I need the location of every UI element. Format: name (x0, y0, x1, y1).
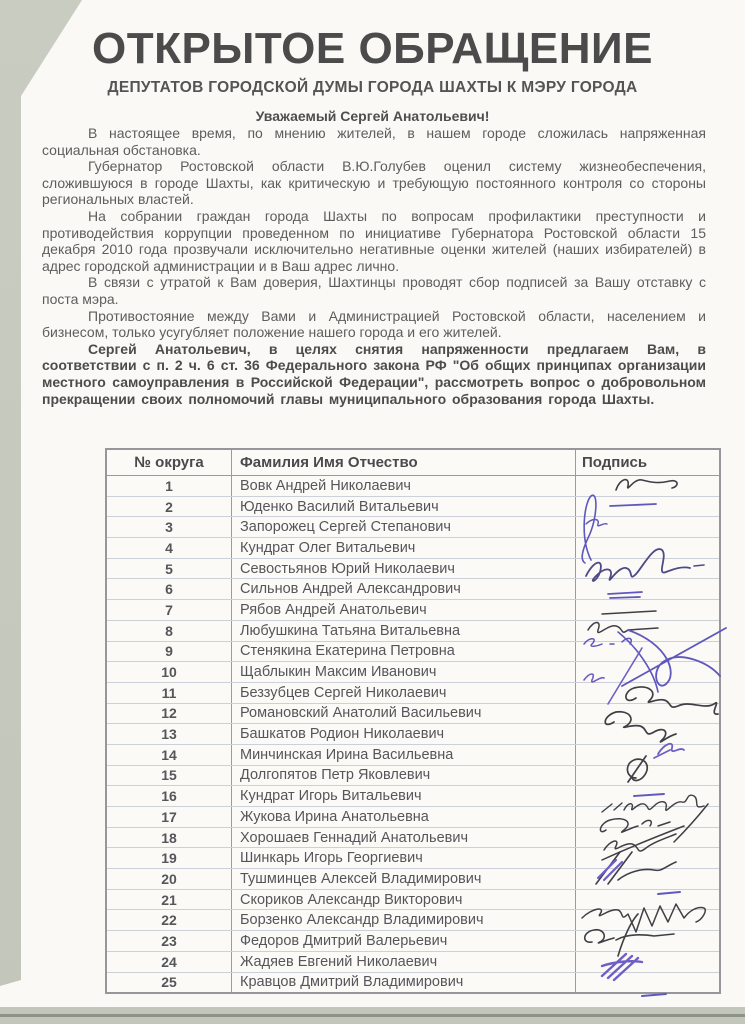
deputy-name: Борзенко Александр Владимирович (232, 910, 576, 930)
district-number: 15 (107, 766, 232, 786)
signature-cell (576, 497, 719, 517)
district-number: 16 (107, 786, 232, 806)
table-row (107, 662, 719, 683)
table-row (107, 848, 719, 869)
table-row (107, 517, 719, 538)
deputy-name: Жадяев Евгений Николаевич (232, 952, 576, 972)
table-row (107, 559, 719, 580)
district-number: 10 (107, 662, 232, 682)
signature-cell (576, 848, 719, 868)
district-number: 11 (107, 683, 232, 703)
deputy-name: Скориков Александр Викторович (232, 890, 576, 910)
paragraph-6-demand: Сергей Анатольевич, в целях снятия напряженности предлагаем Вам, в соответствии с п. 2 ч. 6 ст. 36 Федерального закона РФ "Об общих принципах организации местного самоуправления в Российской Федерации", рассмотреть вопрос о добровольном прекращении своих полномочий главы муниципального образования города Шахты. (42, 340, 706, 407)
signature-cell (576, 579, 719, 599)
deputy-name: Кравцов Дмитрий Владимирович (232, 973, 576, 993)
table-row (107, 786, 719, 807)
district-number: 8 (107, 621, 232, 641)
paragraph-3: На собрании граждан города Шахты по вопросам профилактики преступности и противодействия коррупции проведенном по инициативе Губернатора Ростовской области 15 декабря 2010 года прозвучали исключительно негативные оценки жителей (наших избирателей) в адрес городской администрации и в Ваш адрес лично. (42, 207, 706, 274)
district-number: 24 (107, 952, 232, 972)
paragraph-1: В настоящее время, по мнению жителей, в нашем городе сложилась напряженная социальная обстановка. (42, 125, 706, 158)
signature-cell (576, 745, 719, 765)
district-number: 2 (107, 497, 232, 517)
salutation-line: Уважаемый Сергей Анатольевич! (255, 108, 490, 124)
table-row (107, 973, 719, 993)
deputy-name: Жукова Ирина Анатольевна (232, 807, 576, 827)
deputy-name: Вовк Андрей Николаевич (232, 476, 576, 496)
district-number: 25 (107, 973, 232, 993)
table-rows (107, 476, 719, 992)
signature-cell (576, 766, 719, 786)
table-row (107, 600, 719, 621)
district-number: 14 (107, 745, 232, 765)
scan-bottom-edge (0, 1014, 745, 1017)
deputy-name: Федоров Дмитрий Валерьевич (232, 931, 576, 951)
deputy-name: Юденко Василий Витальевич (232, 497, 576, 517)
district-number: 1 (107, 476, 232, 496)
district-number: 9 (107, 642, 232, 662)
table-row (107, 745, 719, 766)
district-number: 5 (107, 559, 232, 579)
paragraph-5: Противостояние между Вами и Администрацией Ростовской области, населением и бизнесом, только усугубляет положение нашего города и его жителей. (42, 307, 706, 341)
deputy-name: Тушминцев Алексей Владимирович (232, 869, 576, 889)
table-row (107, 683, 719, 704)
paragraph-2: Губернатор Ростовской области В.Ю.Голубев оценил систему жизнеобеспечения, сложившуюся в городе Шахты, как критическую и требующую постоянного контроля со стороны региональных властей. (42, 158, 706, 208)
signature-cell (576, 642, 719, 662)
signature-cell (576, 559, 719, 579)
document-subtitle: ДЕПУТАТОВ ГОРОДСКОЙ ДУМЫ ГОРОДА ШАХТЫ К МЭРУ ГОРОДА (107, 79, 638, 96)
table-row (107, 538, 719, 559)
header-signature: Подпись (582, 454, 648, 471)
table-row (107, 931, 719, 952)
district-number: 3 (107, 517, 232, 537)
header-name: Фамилия Имя Отчество (232, 450, 576, 475)
table-header-row (107, 450, 719, 476)
signature-cell (576, 931, 719, 951)
district-number: 17 (107, 807, 232, 827)
district-number: 13 (107, 724, 232, 744)
district-number: 6 (107, 579, 232, 599)
header-district: № округа (107, 450, 232, 475)
deputy-name: Рябов Андрей Анатольевич (232, 600, 576, 620)
signature-cell (576, 704, 719, 724)
deputy-name: Башкатов Родион Николаевич (232, 724, 576, 744)
signature-cell (576, 538, 719, 558)
table-row (107, 766, 719, 787)
table-row (107, 910, 719, 931)
deputy-name: Кундрат Игорь Витальевич (232, 786, 576, 806)
table-row (107, 497, 719, 518)
body-paragraphs (42, 125, 706, 407)
deputy-name: Щаблыкин Максим Иванович (232, 662, 576, 682)
deputy-name: Севостьянов Юрий Николаевич (232, 559, 576, 579)
signature-cell (576, 517, 719, 537)
deputy-name: Любушкина Татьяна Витальевна (232, 621, 576, 641)
signature-cell (576, 807, 719, 827)
deputy-name: Кундрат Олег Витальевич (232, 538, 576, 558)
signature-cell (576, 952, 719, 972)
deputy-name: Шинкарь Игорь Георгиевич (232, 848, 576, 868)
district-number: 21 (107, 890, 232, 910)
signature-cell (576, 869, 719, 889)
paragraph-4: В связи с утратой к Вам доверия, Шахтинцы проводят сбор подписей за Вашу отставку с поста мэра. (42, 274, 706, 307)
signature-cell (576, 662, 719, 682)
district-number: 18 (107, 828, 232, 848)
district-number: 23 (107, 931, 232, 951)
table-row (107, 476, 719, 497)
deputy-name: Запорожец Сергей Степанович (232, 517, 576, 537)
signature-cell (576, 600, 719, 620)
signature-cell (576, 786, 719, 806)
table-row (107, 828, 719, 849)
signature-cell (576, 973, 719, 993)
deputy-name: Беззубцев Сергей Николаевич (232, 683, 576, 703)
deputy-name: Стенякина Екатерина Петровна (232, 642, 576, 662)
table-row (107, 621, 719, 642)
deputy-name: Минчинская Ирина Васильевна (232, 745, 576, 765)
table-row (107, 952, 719, 973)
table-row (107, 869, 719, 890)
document-title: ОТКРЫТОЕ ОБРАЩЕНИЕ (92, 24, 653, 73)
table-row (107, 704, 719, 725)
district-number: 19 (107, 848, 232, 868)
signature-cell (576, 910, 719, 930)
deputies-table (105, 448, 721, 994)
district-number: 7 (107, 600, 232, 620)
signature-cell (576, 828, 719, 848)
district-number: 12 (107, 704, 232, 724)
signature-cell (576, 621, 719, 641)
table-row (107, 642, 719, 663)
signature-cell (576, 890, 719, 910)
table-row (107, 724, 719, 745)
signature-cell (576, 724, 719, 744)
district-number: 4 (107, 538, 232, 558)
table-row (107, 579, 719, 600)
district-number: 20 (107, 869, 232, 889)
deputy-name: Долгопятов Петр Яковлевич (232, 766, 576, 786)
deputy-name: Хорошаев Геннадий Анатольевич (232, 828, 576, 848)
signature-cell (576, 476, 719, 496)
deputy-name: Сильнов Андрей Александрович (232, 579, 576, 599)
deputy-name: Романовский Анатолий Васильевич (232, 704, 576, 724)
table-row (107, 807, 719, 828)
signature-cell (576, 683, 719, 703)
table-row (107, 890, 719, 911)
district-number: 22 (107, 910, 232, 930)
